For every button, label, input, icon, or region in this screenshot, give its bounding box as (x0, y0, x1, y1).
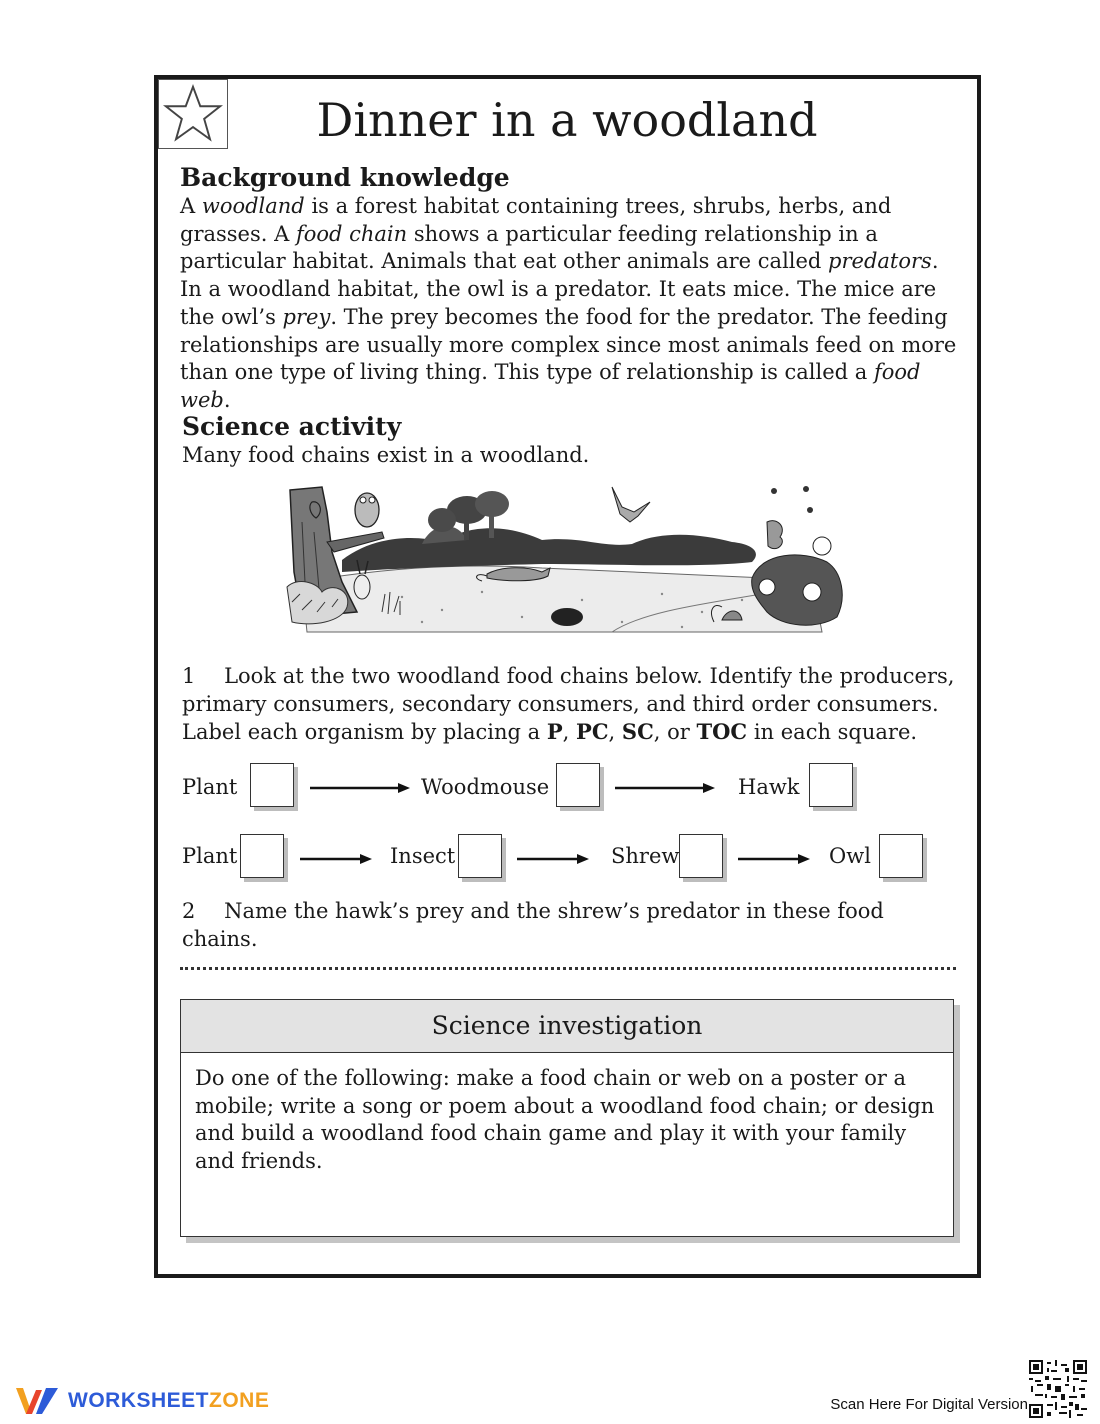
star-outline-icon (159, 80, 227, 148)
chain1-organism: Hawk (738, 775, 800, 799)
background-term: food chain (295, 221, 408, 246)
background-paragraph (180, 193, 960, 415)
woodland-illustration (282, 482, 848, 636)
question-1-text: Look at the two woodland food chains below. Identify the producers, primary consumers, secondary consumers, and third order consumers. Label each organism by placing a (182, 664, 955, 744)
background-text: . (223, 387, 231, 412)
question-1-text: in each square. (747, 720, 918, 744)
chain2-organism: Plant (182, 844, 238, 868)
investigation-body: Do one of the following: make a food chain or web on a poster or a mobile; write a song or poem about a woodland food chain; or design and build a woodland food chain game and play it with your family and friends. (195, 1066, 935, 1173)
background-term: food web (180, 360, 921, 412)
worksheetzone-logo-icon (14, 1384, 60, 1418)
activity-intro: Many food chains exist in a woodland. (182, 443, 590, 467)
question-1-code: SC (621, 719, 654, 744)
arrow-icon (517, 852, 589, 866)
question-1-text (182, 664, 954, 744)
question-1 (182, 663, 962, 747)
question-1-code: P (546, 719, 563, 744)
chain2-organism: Owl (829, 844, 871, 868)
background-text: . The prey becomes the food for the predator. The feeding relationships are usually more complex since most animals feed on more than one type of living thing. This type of relationship is called a (180, 304, 957, 385)
chain1-answer-square[interactable] (250, 763, 294, 807)
chain2-answer-square[interactable] (679, 834, 723, 878)
arrow-icon (310, 781, 410, 795)
activity-heading: Science activity (182, 412, 402, 441)
star-corner-box (158, 79, 228, 149)
qr-code-icon[interactable] (1029, 1360, 1087, 1418)
investigation-box (180, 999, 954, 1237)
page-title: Dinner in a woodland (316, 93, 818, 147)
background-term: prey (282, 304, 331, 329)
question-1-number: 1 (182, 664, 196, 688)
question-1-text: , (562, 720, 577, 744)
question-1-text: , or (653, 720, 697, 744)
question-2 (182, 898, 962, 953)
background-text: is a forest habitat containing trees, shrubs, herbs, and grasses. A (180, 194, 892, 246)
background-text: A (180, 194, 202, 218)
arrow-icon (300, 852, 372, 866)
background-text: . In a woodland habitat, the owl is a predator. It eats mice. The mice are the owl’s (180, 249, 939, 329)
question-1-code: PC (576, 719, 609, 744)
background-text: shows a particular feeding relationship in a particular habitat. Animals that eat other animals are called (180, 221, 878, 274)
question-1-code: TOC (696, 719, 748, 744)
brand-logo[interactable] (14, 1384, 269, 1418)
background-term: woodland (201, 194, 305, 218)
question-2-number: 2 (182, 899, 196, 923)
scan-text: Scan Here For Digital Version (830, 1396, 1028, 1413)
chain1-organism: Woodmouse (421, 775, 550, 799)
chain2-organism: Shrew (611, 844, 680, 868)
arrow-icon (738, 852, 810, 866)
background-heading: Background knowledge (180, 163, 510, 192)
chain2-answer-square[interactable] (879, 834, 923, 878)
chain1-organism: Plant (182, 775, 238, 799)
chain2-answer-square[interactable] (240, 834, 284, 878)
chain1-answer-square[interactable] (556, 763, 600, 807)
question-1-text: , (608, 720, 622, 744)
background-term: predators (828, 249, 932, 274)
brand-name: WORKSHEETZONE (68, 1389, 270, 1412)
question-2-text: Name the hawk’s prey and the shrew’s predator in these food chains. (182, 899, 884, 951)
chain1-answer-square[interactable] (809, 763, 853, 807)
chain2-organism: Insect (390, 844, 456, 868)
answer-line[interactable] (180, 967, 956, 970)
chain2-answer-square[interactable] (458, 834, 502, 878)
investigation-heading: Science investigation (181, 1000, 953, 1053)
arrow-icon (615, 781, 715, 795)
